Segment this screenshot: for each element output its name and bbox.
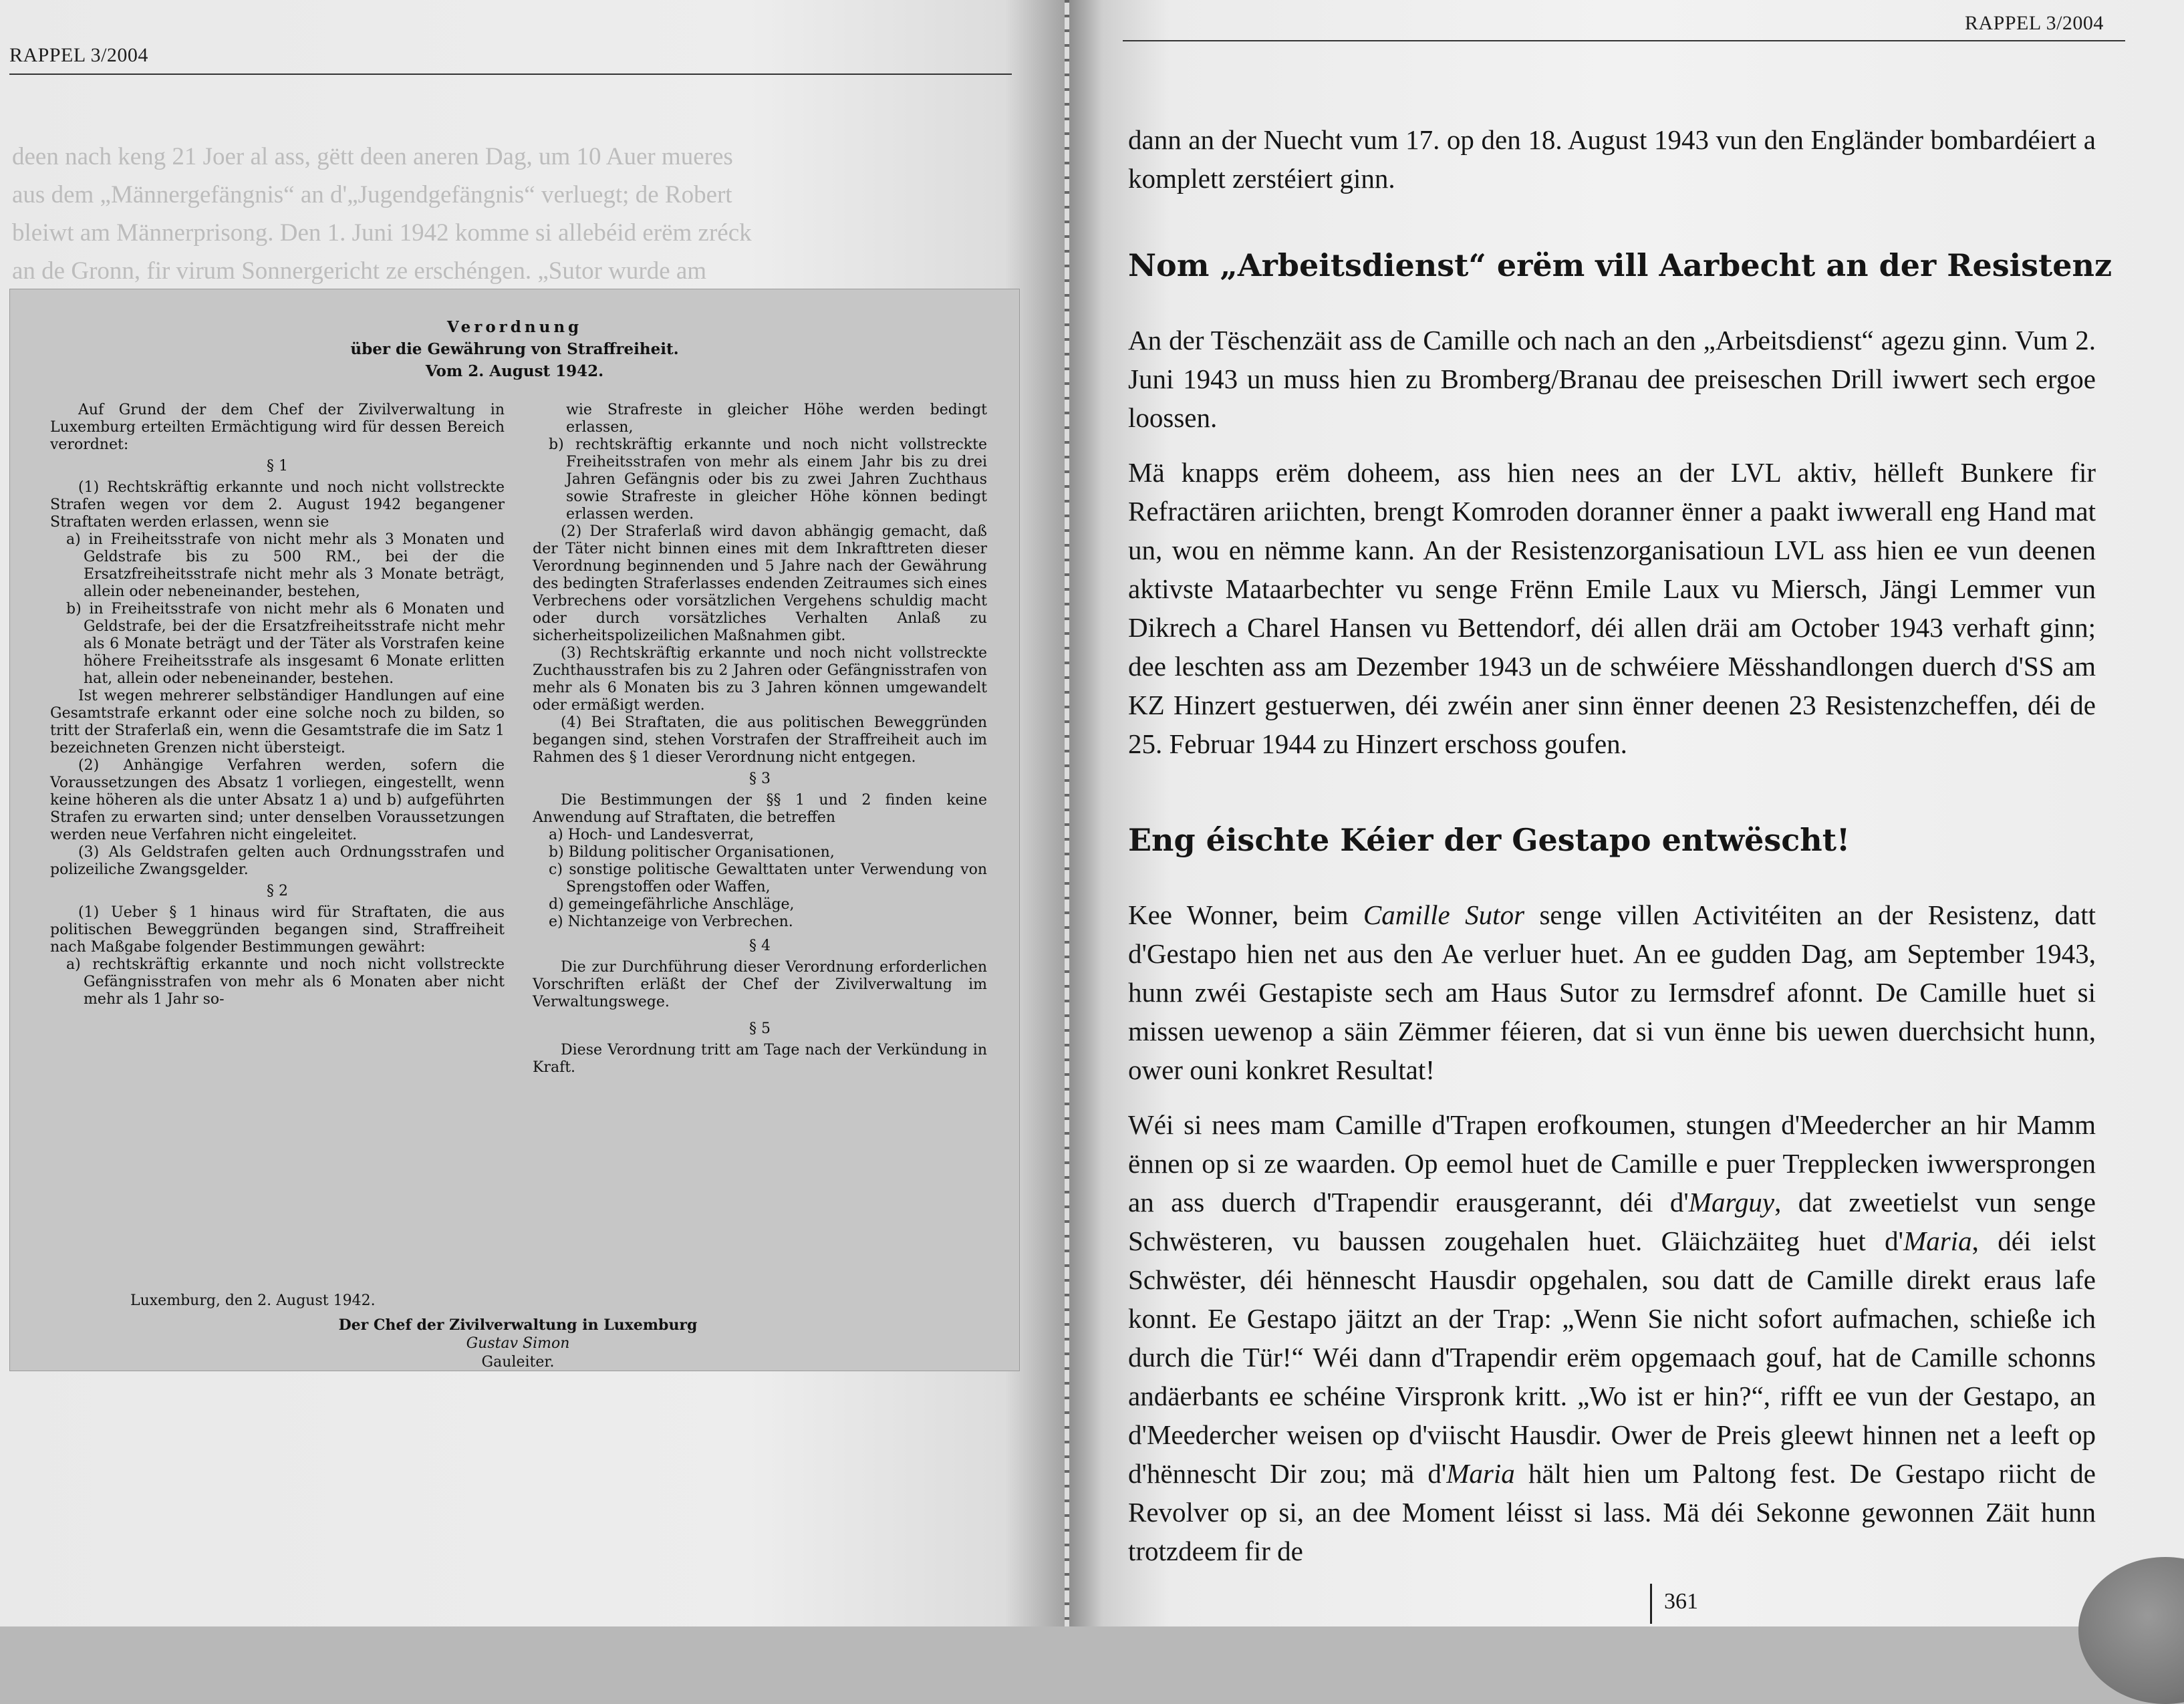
- decree-facsimile: [9, 289, 1020, 1371]
- left-page: [0, 0, 1069, 1626]
- section-body-arbeitsdienst: [1128, 321, 2096, 779]
- decree-paragraph: (3) Rechtskräftig erkannte und noch nicht vollstreckte Zuchthausstrafen bis zu 2 Jahren oder Gefängnisstrafen von mehr als 6 Monaten bis zu 3 Jahren können umgewandelt oder ermäßigt werden.: [533, 645, 987, 714]
- person-name: Maria: [1903, 1226, 1972, 1256]
- text-run: senge villen Activitéiten an der Resistenz, datt d'Gestapo hien net aus den Ae verluer huet. An ee gudden Dag, am September 1943, hunn zwéi Gestapiste sech am Haus Sutor zu Iermsdref afonnt. De Camille huet si missen uewenop a säin Zëmmer féieren, dat si vun ënne bis uewen duerchsicht hunn, ower ouni konkret Resultat!: [1128, 899, 2096, 1085]
- decree-signatory-title: Der Chef der Zivilverwaltung in Luxemburg: [338, 1316, 698, 1334]
- bleed-through-line: aus dem „Männergefängnis“ an d'„Jugendgefängnis“ verluegt; de Robert: [12, 181, 732, 208]
- decree-signatory-role: Gauleiter.: [481, 1354, 555, 1371]
- text-run: hält hien um Paltong fest. De Gestapo riicht de Revolver op si, an dee Moment léisst si lass. Mä déi Sekonne gewonnen Zäit hunn trotzdeem fir de: [1128, 1458, 2096, 1566]
- page-number-rule: [1650, 1584, 1652, 1624]
- section-body-gestapo: [1128, 895, 2096, 1586]
- bleed-through-line: an de Gronn, fir virum Sonnergericht ze erschéngen. „Sutor wurde am: [12, 257, 707, 285]
- page-number: 361: [1664, 1589, 1698, 1614]
- decree-place-date: Luxemburg, den 2. August 1942.: [130, 1292, 376, 1309]
- running-head-right: RAPPEL 3/2004: [1965, 12, 2104, 34]
- decree-column-2: [533, 402, 987, 1077]
- text-run: , dat zweetielst vun senge Schwësteren, vu baussen zougehalen huet. Gläichzäiteg huet d': [1128, 1187, 2096, 1256]
- intro-text: dann an der Nuecht vum 17. op den 18. August 1943 vun den Engländer bombardéiert a komplett zerstéiert ginn.: [1128, 124, 2096, 194]
- decree-list-item: d) gemeingefährliche Anschläge,: [549, 896, 795, 913]
- decree-section-mark: § 1: [267, 458, 288, 474]
- decree-title: Verordnung: [446, 318, 583, 336]
- bleed-through-line: bleiwt am Männerprisong. Den 1. Juni 1942 komme si allebéid erëm zréck: [12, 219, 752, 247]
- text-run: Kee Wonner, beim: [1128, 899, 1363, 930]
- text-run: Wéi si nees mam Camille d'Trapen erofkoumen, stungen d'Meedercher an hir Mamm ënnen op si ze waarden. Op eemol huet de Camille e puer Trepplecken iwwersprongen an ass duerch d'Trapendir erausgerannt, déi d': [1128, 1109, 2096, 1218]
- decree-paragraph: Ist wegen mehrerer selbständiger Handlungen auf eine Gesamtstrafe erkannt oder eine solche noch zu bilden, so tritt der Straferlaß ein, wenn die Gesamtstrafe die im Satz 1 bezeichneten Grenzen nicht übersteigt.: [50, 688, 505, 756]
- body-paragraph: [1128, 895, 2096, 1089]
- header-rule-right: [1123, 40, 2125, 41]
- decree-list-item: c) sonstige politische Gewalttaten unter Verwendung von Sprengstoffen oder Waffen,: [549, 861, 987, 895]
- decree-paragraph: (2) Der Straferlaß wird davon abhängig gemacht, daß der Täter nicht binnen eines mit dem Inkrafttreten dieser Verordnung beginnenden und 5 Jahre nach der Gewährung des bedingten Straferlasses endenden Zeitraumes sich eines Verbrechens oder vorsätzlichen Vergehens schuldig macht oder durch vorsätzliches Verhalten Anlaß zu sicherheitspolizeilichen Maßnahmen gibt.: [533, 523, 987, 644]
- body-paragraph: [1128, 1105, 2096, 1570]
- decree-paragraph: (4) Bei Straftaten, die aus politischen Beweggründen begangen sind, stehen Vorstrafen der Straffreiheit auch im Rahmen des § 1 dieser Verordnung nicht entgegen.: [533, 714, 987, 766]
- decree-paragraph: a) in Freiheitsstrafe von nicht mehr als 3 Monaten und Geldstrafe bis zu 500 RM., bei der die Ersatzfreiheitsstrafe nicht mehr als 3 Monate beträgt, allein oder nebeneinander, bestehen,: [66, 531, 505, 600]
- person-name: Camille Sutor: [1363, 899, 1525, 930]
- decree-signatory-name: Gustav Simon: [466, 1335, 570, 1352]
- decree-date: Vom 2. August 1942.: [425, 362, 604, 380]
- decree-paragraph: (1) Ueber § 1 hinaus wird für Straftaten, die aus politischen Beweggründen begangen sind, Straffreiheit nach Maßgabe folgender Bestimmungen gewährt:: [50, 904, 505, 956]
- decree-section-mark: § 5: [749, 1020, 771, 1037]
- decree-section-mark: § 4: [749, 938, 771, 954]
- decree-column-1: [50, 402, 505, 1008]
- decree-paragraph: Diese Verordnung tritt am Tage nach der Verkündung in Kraft.: [533, 1042, 987, 1076]
- decree-subtitle: über die Gewährung von Straffreiheit.: [350, 340, 679, 358]
- decree-section-mark: § 2: [267, 883, 288, 899]
- decree-paragraph: (3) Als Geldstrafen gelten auch Ordnungsstrafen und polizeiliche Zwangsgelder.: [50, 844, 505, 878]
- header-rule-left: [9, 74, 1012, 75]
- decree-list-item: e) Nichtanzeige von Verbrechen.: [549, 913, 793, 930]
- person-name: Marguy: [1688, 1187, 1775, 1218]
- body-paragraph: Mä knapps erëm doheem, ass hien nees an der LVL aktiv, hëlleft Bunkere fir Refractären ariichten, brengt Komroden doranner ënner a paakt iwwerall eng Hand mat un, wou en nëmme kann. An der Resistenzorganisatioun LVL ass hien ee vun deenen aktivste Mataarbechter vu senge Frënn Emile Laux vu Miersch, Jängi Lemmer vun Dikrech a Charel Hansen vu Bettendorf, déi allen dräi am October 1943 verhaft ginn; dee leschten ass am Dezember 1943 un de schwéiere Mësshandlongen duerch d'SS am KZ Hinzert gestuerwen, déi zwéin aner sinn ënner deenen 23 Resistenzcheffen, déi de 25. Februar 1944 zu Hinzert erschoss goufen.: [1128, 457, 2096, 759]
- section-heading-gestapo: Eng éischte Kéier der Gestapo entwëscht!: [1128, 822, 1851, 858]
- bleed-through-line: deen nach keng 21 Joer al ass, gëtt deen aneren Dag, um 10 Auer mueres: [12, 143, 733, 170]
- decree-paragraph: b) rechtskräftig erkannte und noch nicht vollstreckte Freiheitsstrafen von mehr als einem Jahr bis zu drei Jahren Gefängnis oder bis zu zwei Jahren Zuchthaus sowie Strafreste in gleicher Höhe können bedingt erlassen werden.: [549, 436, 987, 523]
- decree-paragraph: wie Strafreste in gleicher Höhe werden bedingt erlassen,: [566, 402, 987, 436]
- decree-paragraph: (1) Rechtskräftig erkannte und noch nicht vollstreckte Strafen wegen vor dem 2. August 1942 begangener Straftaten werden erlassen, wenn sie: [50, 479, 505, 531]
- section-heading-arbeitsdienst: Nom „Arbeitsdienst“ erëm vill Aarbecht an der Resistenz: [1128, 247, 2112, 283]
- person-name: Maria: [1446, 1458, 1515, 1489]
- right-page: [1069, 0, 2184, 1626]
- decree-paragraph: Die Bestimmungen der §§ 1 und 2 finden keine Anwendung auf Straftaten, die betreffen: [533, 792, 987, 826]
- decree-paragraph: b) in Freiheitsstrafe von nicht mehr als 6 Monaten und Geldstrafe, bei der die Ersatzfreiheitsstrafe nicht mehr als 6 Monate beträgt und der Täter als Vorstrafen keine höhere Freiheitsstrafe als insgesamt 6 Monate erlitten hat, allein oder nebeneinander, bestehen.: [66, 601, 505, 687]
- running-head-left: RAPPEL 3/2004: [9, 44, 148, 66]
- decree-paragraph: a) rechtskräftig erkannte und noch nicht vollstreckte Gefängnisstrafen von mehr als 6 Monaten aber nicht mehr als 1 Jahr so-: [66, 956, 505, 1008]
- body-paragraph: An der Tëschenzäit ass de Camille och nach an den „Arbeitsdienst“ agezu ginn. Vum 2. Juni 1943 un muss hien zu Bromberg/Branau dee preiseschen Drill iwwert sech ergoe loossen.: [1128, 325, 2096, 433]
- decree-paragraph: Auf Grund der dem Chef der Zivilverwaltung in Luxemburg erteilten Ermächtigung wird für dessen Bereich verordnet:: [50, 402, 505, 453]
- text-run: , déi ielst Schwëster, déi hënnescht Hausdir opgehalen, sou datt de Camille direkt eraus lafe konnt. Ee Gestapo jäitzt an der Trap: „Wenn Sie nicht sofort aufmachen, schieße ich durch die Tür!“ Wéi dann d'Trapendir erëm opgemaach gouf, hat de Camille schonns andäerbants ee schéine Virspronk kritt. „Wo ist er hin?“, rifft ee vun der Gestapo, an d'Meedercher weisen op d'viischt Hausdir. Ower de Preis gleewt hinnen net a leeft op d'hënnescht Dir zou; mä d': [1128, 1226, 2096, 1489]
- intro-paragraph: [1128, 120, 2096, 214]
- decree-list-item: b) Bildung politischer Organisationen,: [549, 844, 835, 861]
- decree-paragraph: (2) Anhängige Verfahren werden, sofern die Voraussetzungen des Absatz 1 vorliegen, eingestellt, wenn keine höheren als die unter Absatz 1 a) und b) aufgeführten Strafen zu erwarten sind; unter denselben Voraussetzungen werden neue Verfahren nicht eingeleitet.: [50, 757, 505, 843]
- decree-section-mark: § 3: [749, 770, 771, 787]
- decree-paragraph: Die zur Durchführung dieser Verordnung erforderlichen Vorschriften erläßt der Chef der Zivilverwaltung im Verwaltungswege.: [533, 959, 987, 1010]
- decree-list-item: a) Hoch- und Landesverrat,: [549, 827, 755, 843]
